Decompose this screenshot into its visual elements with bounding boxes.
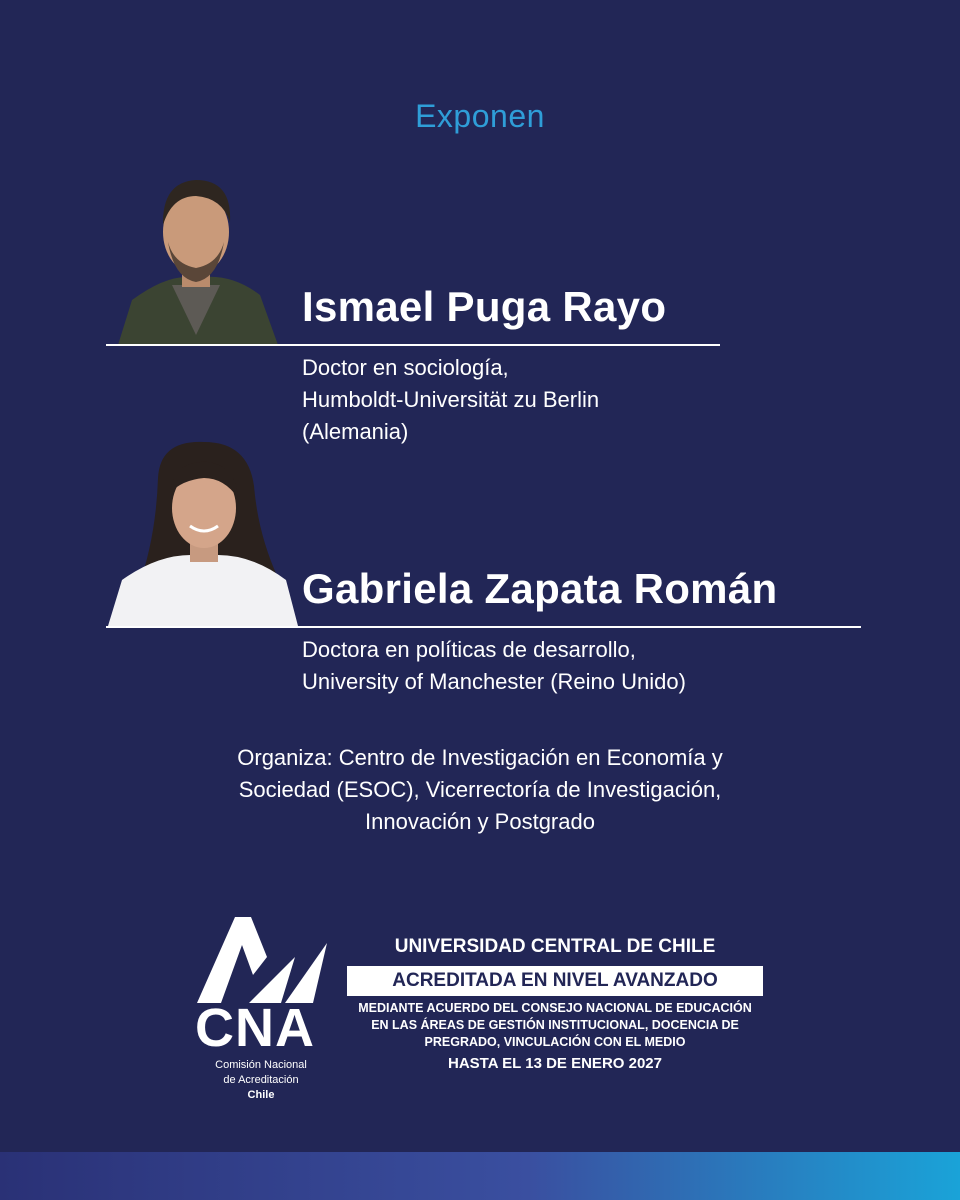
organizer-text <box>100 742 860 838</box>
accreditation-line: PREGRADO, VINCULACIÓN CON EL MEDIO <box>424 1035 686 1049</box>
footer-gradient-bar <box>0 1152 960 1200</box>
speaker-1-divider <box>106 344 720 346</box>
speaker-2-name: Gabriela Zapata Román <box>302 565 778 612</box>
speaker-1-name: Ismael Puga Rayo <box>302 283 667 330</box>
speaker-2-desc-line: Doctora en políticas de desarrollo, <box>302 637 636 662</box>
cna-subtitle-line: Comisión Nacional <box>215 1059 307 1071</box>
accreditation-block <box>345 932 765 1075</box>
accreditation-university: UNIVERSIDAD CENTRAL DE CHILE <box>394 936 716 957</box>
speaker-1-photo <box>110 160 282 345</box>
accreditation-line: EN LAS ÁREAS DE GESTIÓN INSTITUCIONAL, DOCENCIA DE <box>371 1018 739 1032</box>
speaker-1-desc-line: Humboldt-Universität zu Berlin <box>302 387 600 412</box>
organizer-line: Organiza: Centro de Investigación en Economía y <box>237 745 723 770</box>
accreditation-level-badge: ACREDITADA EN NIVEL AVANZADO <box>347 966 763 996</box>
organizer-line: Innovación y Postgrado <box>365 809 595 834</box>
cna-subtitle <box>196 1058 326 1103</box>
cna-subtitle-line: Chile <box>247 1089 275 1101</box>
speaker-1-desc-line: (Alemania) <box>302 419 409 444</box>
section-heading: Exponen <box>415 98 545 134</box>
speaker-2-desc-line: University of Manchester (Reino Unido) <box>302 669 686 694</box>
speaker-2-description <box>302 634 686 698</box>
cna-acronym: CNA <box>195 998 315 1058</box>
cna-logo-icon <box>195 915 330 1010</box>
organizer-line: Sociedad (ESOC), Vicerrectoría de Investigación, <box>238 777 722 802</box>
accreditation-expiry: HASTA EL 13 DE ENERO 2027 <box>448 1055 662 1072</box>
cna-subtitle-line: de Acreditación <box>223 1074 299 1086</box>
accreditation-line: MEDIANTE ACUERDO DEL CONSEJO NACIONAL DE EDUCACIÓN <box>358 1001 752 1015</box>
speaker-2-photo <box>108 438 298 626</box>
speaker-2-divider <box>106 626 861 628</box>
speaker-1-description <box>302 352 599 448</box>
speaker-1-desc-line: Doctor en sociología, <box>302 355 509 380</box>
